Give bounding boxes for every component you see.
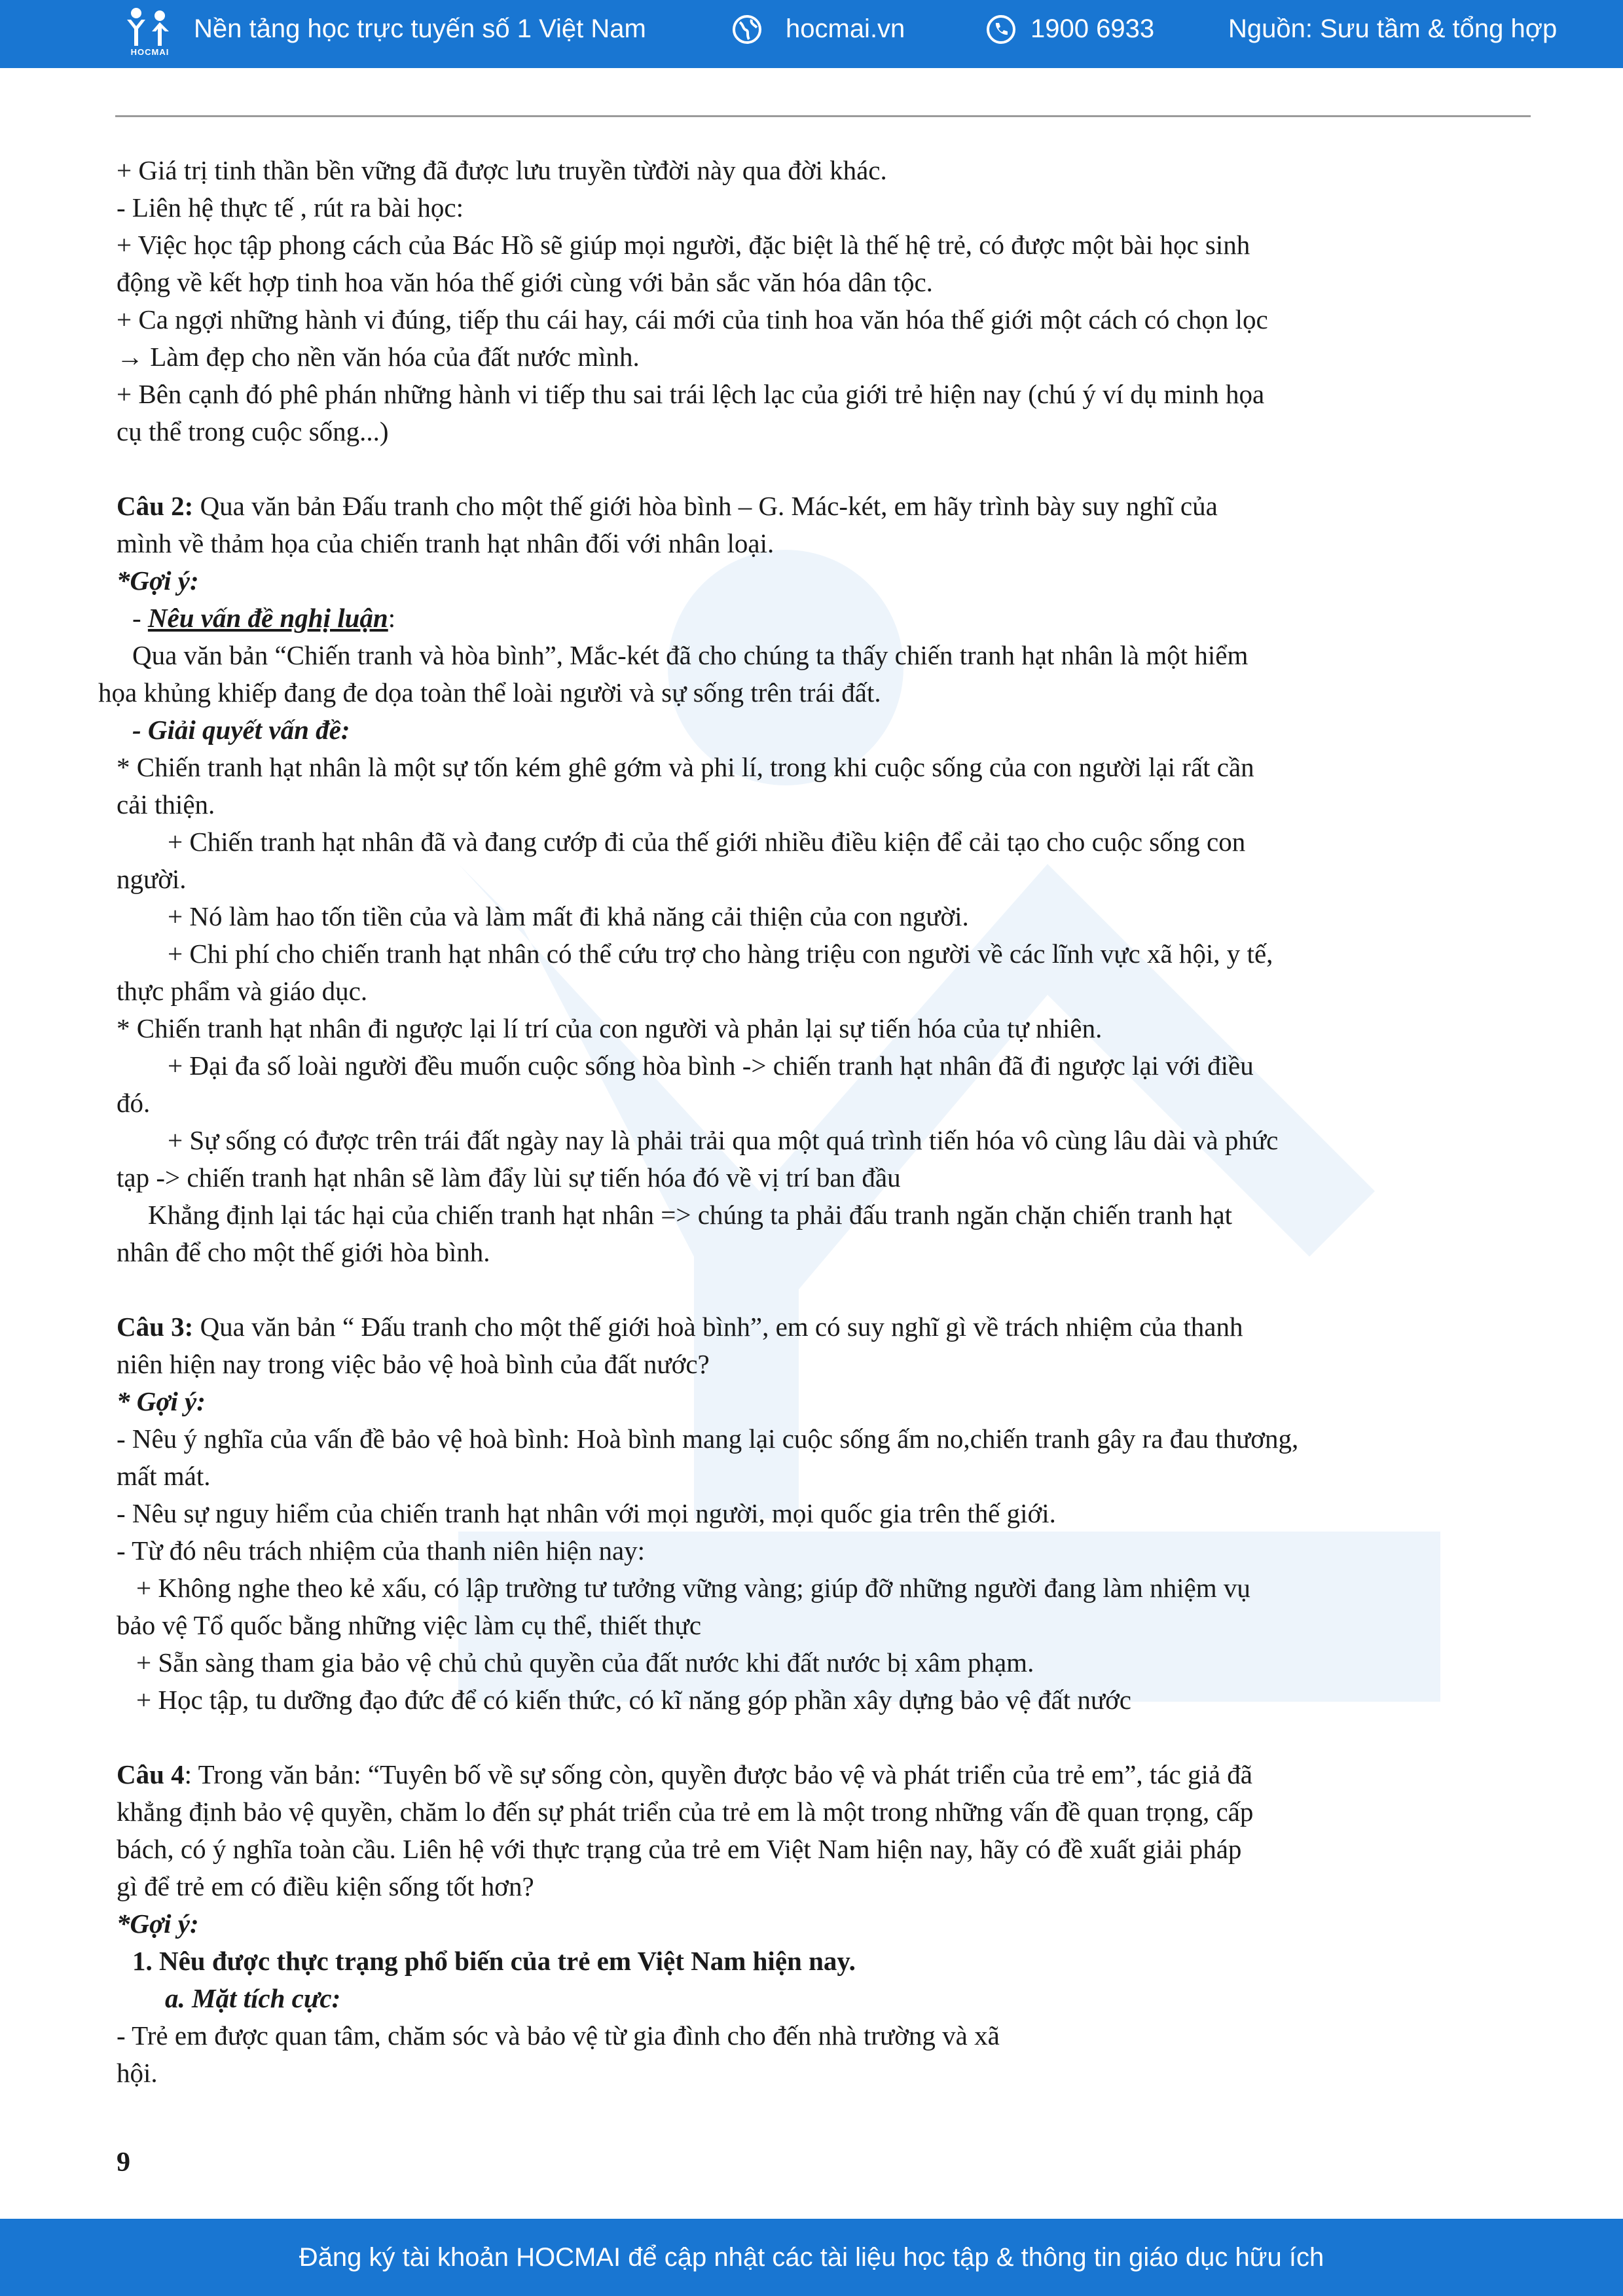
- text-line: gì để trẻ em có điều kiện sống tốt hơn?: [117, 1871, 534, 1901]
- question-label: Câu 4: [117, 1759, 185, 1789]
- text-line: + Chiến tranh hạt nhân đã và đang cướp đi của thế giới nhiều điều kiện để cải tạo cho cuộc sống con: [168, 827, 1246, 857]
- text-line: + Chi phí cho chiến tranh hạt nhân có thể cứu trợ cho hàng triệu con người về các lĩnh vực xã hội, y tế,: [168, 939, 1273, 969]
- question-label: Câu 3:: [117, 1312, 194, 1342]
- text-line: Qua văn bản “Chiến tranh và hòa bình”, Mắc-két đã cho chúng ta thấy chiến tranh hạt nhân là một hiểm: [132, 640, 1249, 670]
- text-line: + Sự sống có được trên trái đất ngày nay là phải trải qua một quá trình tiến hóa vô cùng lâu dài và phức: [168, 1125, 1279, 1155]
- question-3: Câu 3: Qua văn bản “ Đấu tranh cho một thế giới hoà bình”, em có suy nghĩ gì về trách nhiệm của thanh: [117, 1312, 1243, 1342]
- text-line: + Ca ngợi những hành vi đúng, tiếp thu cái hay, cái mới của tinh hoa văn hóa thế giới một cách có chọn lọc: [117, 304, 1268, 334]
- text-line: + Bên cạnh đó phê phán những hành vi tiếp thu sai trái lệch lạc của giới trẻ hiện nay (chú ý ví dụ minh họa: [117, 379, 1265, 409]
- hint-heading: * Gợi ý:: [117, 1386, 206, 1416]
- text-line: cụ thể trong cuộc sống...): [117, 416, 389, 446]
- text-line: người.: [117, 864, 187, 894]
- text-line: - Trẻ em được quan tâm, chăm sóc và bảo vệ từ gia đình cho đến nhà trường và xã: [117, 2020, 1000, 2051]
- hint-heading: *Gợi ý:: [117, 565, 199, 596]
- text-line: - Nêu sự nguy hiểm của chiến tranh hạt nhân với mọi người, mọi quốc gia trên thế giới.: [117, 1498, 1056, 1528]
- subheading: - Giải quyết vấn đề:: [132, 715, 350, 745]
- text-line: → Làm đẹp cho nền văn hóa của đất nước mình.: [117, 342, 640, 372]
- phone-icon: [986, 14, 1016, 45]
- hint-heading: *Gợi ý:: [117, 1909, 199, 1939]
- text-line: cải thiện.: [117, 789, 215, 819]
- text-line: họa khủng khiếp đang đe dọa toàn thể loài người và sự sống trên trái đất.: [98, 677, 881, 708]
- page-footer: [0, 2219, 1623, 2296]
- text-line: Khẳng định lại tác hại của chiến tranh hạt nhân => chúng ta phải đấu tranh ngăn chặn chiến tranh hạt: [148, 1200, 1233, 1230]
- text-line: đó.: [117, 1088, 151, 1118]
- text-line: mình về thảm họa của chiến tranh hạt nhân đối với nhân loại.: [117, 528, 775, 558]
- question-2: Câu 2: Qua văn bản Đấu tranh cho một thế giới hòa bình – G. Mác-két, em hãy trình bày suy nghĩ của: [117, 491, 1218, 521]
- text-line: + Giá trị tinh thần bền vững đã được lưu truyền từđời này qua đời khác.: [117, 155, 887, 185]
- text-line: + Đại đa số loài người đều muốn cuộc sống hòa bình -> chiến tranh hạt nhân đã đi ngược lại với điều: [168, 1050, 1254, 1081]
- text-line: + Học tập, tu dưỡng đạo đức để có kiến thức, có kĩ năng góp phần xây dựng bảo vệ đất nước: [136, 1685, 1131, 1715]
- text-line: - Từ đó nêu trách nhiệm của thanh niên hiện nay:: [117, 1535, 646, 1566]
- text-line: + Không nghe theo kẻ xấu, có lập trường tư tưởng vững vàng; giúp đỡ những người đang làm nhiệm vụ: [136, 1573, 1250, 1603]
- text-line: * Chiến tranh hạt nhân đi ngược lại lí trí của con người và phản lại sự tiến hóa của tự nhiên.: [117, 1013, 1103, 1043]
- globe-icon: [732, 14, 762, 45]
- document-body: [98, 152, 1531, 2092]
- page-header: [0, 0, 1623, 68]
- text-line: nhân để cho một thế giới hòa bình.: [117, 1237, 490, 1267]
- header-phone[interactable]: 1900 6933: [1030, 14, 1155, 43]
- text-line: + Sẵn sàng tham gia bảo vệ chủ chủ quyền của đất nước khi đất nước bị xâm phạm.: [136, 1647, 1034, 1677]
- text-line: + Việc học tập phong cách của Bác Hồ sẽ giúp mọi người, đặc biệt là thế hệ trẻ, có được một bài học sinh: [117, 230, 1250, 260]
- text-line: bảo vệ Tổ quốc bằng những việc làm cụ thể, thiết thực: [117, 1610, 702, 1640]
- question-label: Câu 2:: [117, 491, 194, 521]
- text-line: bách, có ý nghĩa toàn cầu. Liên hệ với thực trạng của trẻ em Việt Nam hiện nay, hãy có đề xuất giải pháp: [117, 1834, 1242, 1864]
- page-number: 9: [117, 2147, 130, 2178]
- text-line: tạp -> chiến tranh hạt nhân sẽ làm đẩy lùi sự tiến hóa đó về vị trí ban đầu: [117, 1162, 901, 1193]
- question-4: Câu 4: Trong văn bản: “Tuyên bố về sự sống còn, quyền được bảo vệ và phát triển của trẻ em”, tác giả đã: [117, 1759, 1253, 1789]
- text-line: - Nêu ý nghĩa của vấn đề bảo vệ hoà bình: Hoà bình mang lại cuộc sống ấm no,chiến tranh gây ra đau thương,: [117, 1424, 1299, 1454]
- text-line: niên hiện nay trong việc bảo vệ hoà bình của đất nước?: [117, 1349, 710, 1379]
- footer-cta[interactable]: Đăng ký tài khoản HOCMAI để cập nhật các tài liệu học tập & thông tin giáo dục hữu ích: [299, 2243, 1324, 2272]
- header-source: Nguồn: Sưu tầm & tổng hợp: [1228, 14, 1558, 43]
- logo-text: HOCMAI: [130, 47, 170, 57]
- header-tagline: Nền tảng học trực tuyến số 1 Việt Nam: [194, 14, 646, 43]
- header-divider: [115, 115, 1531, 117]
- subheading: 1. Nêu được thực trạng phổ biến của trẻ em Việt Nam hiện nay.: [132, 1946, 856, 1976]
- text-line: động về kết hợp tinh hoa văn hóa thế giới cùng với bản sắc văn hóa dân tộc.: [117, 267, 933, 297]
- header-website-link[interactable]: hocmai.vn: [786, 14, 905, 43]
- text-line: thực phẩm và giáo dục.: [117, 976, 368, 1006]
- text-line: hội.: [117, 2058, 158, 2088]
- subheading: a. Mặt tích cực:: [165, 1983, 341, 2013]
- text-line: mất mát.: [117, 1461, 211, 1491]
- text-line: * Chiến tranh hạt nhân là một sự tốn kém ghê gớm và phi lí, trong khi cuộc sống của con người lại rất cần: [117, 752, 1254, 782]
- text-line: - Liên hệ thực tế , rút ra bài học:: [117, 192, 464, 223]
- subheading: - Nêu vấn đề nghị luận:: [132, 603, 396, 633]
- text-line: khẳng định bảo vệ quyền, chăm lo đến sự phát triển của trẻ em là một trong những vấn đề quan trọng, cấp: [117, 1797, 1254, 1827]
- text-line: + Nó làm hao tốn tiền của và làm mất đi khả năng cải thiện của con người.: [168, 901, 969, 931]
